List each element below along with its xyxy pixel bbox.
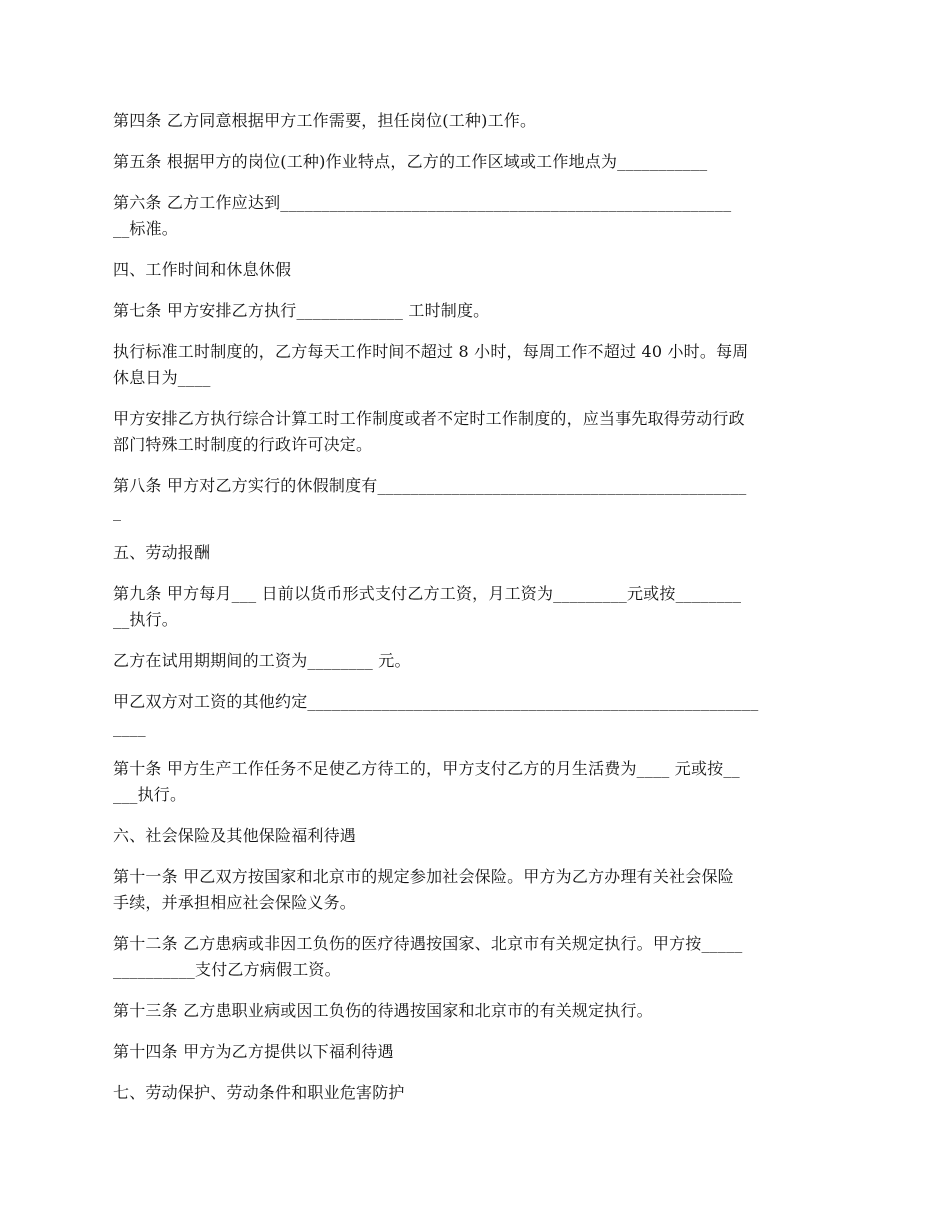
article-11: 第十一条 甲乙双方按国家和北京市的规定参加社会保险。甲方为乙方办理有关社会保险 手续，并承担相应社会保险义务。 xyxy=(113,867,734,912)
article-13: 第十三条 乙方患职业病或因工负伤的待遇按国家和北京市的有关规定执行。 xyxy=(113,1001,653,1020)
article-4: 第四条 乙方同意根据甲方工作需要，担任岗位(工种)工作。 xyxy=(113,111,537,130)
section-5-heading: 五、劳动报酬 xyxy=(113,543,211,562)
section-6-heading: 六、社会保险及其他保险福利待遇 xyxy=(113,826,357,845)
article-12: 第十二条 乙方患病或非因工负伤的医疗待遇按国家、北京市有关规定执行。甲方按_____ __________支付乙方病假工资。 xyxy=(113,934,743,979)
article-6: 第六条 乙方工作应达到_______________________________________________________ __标准。 xyxy=(113,193,732,238)
section-7-heading: 七、劳动保护、劳动条件和职业危害防护 xyxy=(113,1083,405,1102)
special-hours-paragraph: 甲方安排乙方执行综合计算工时工作制度或者不定时工作制度的，应当事先取得劳动行政 部门特殊工时制度的行政许可决定。 xyxy=(113,409,745,454)
probation-wage-paragraph: 乙方在试用期期间的工资为________ 元。 xyxy=(113,651,411,670)
document-page xyxy=(113,108,843,1121)
article-5: 第五条 根据甲方的岗位(工种)作业特点，乙方的工作区域或工作地点为___________ xyxy=(113,152,708,171)
section-4-heading: 四、工作时间和休息休假 xyxy=(113,260,292,279)
article-7: 第七条 甲方安排乙方执行_____________ 工时制度。 xyxy=(113,301,490,320)
standard-hours-paragraph: 执行标准工时制度的，乙方每天工作时间不超过 8 小时，每周工作不超过 40 小时。每周 休息日为____ xyxy=(113,342,749,387)
article-14: 第十四条 甲方为乙方提供以下福利待遇 xyxy=(113,1042,394,1061)
other-wage-agreement-paragraph: 甲乙双方对工资的其他约定_______________________________________________________ ____ xyxy=(113,692,759,737)
article-10: 第十条 甲方生产工作任务不足使乙方待工的，甲方支付乙方的月生活费为____ 元或按__ ___执行。 xyxy=(113,759,740,804)
article-8: 第八条 甲方对乙方实行的休假制度有_____________________________________________ _ xyxy=(113,476,747,521)
article-9: 第九条 甲方每月___ 日前以货币形式支付乙方工资，月工资为_________元或按________ __执行。 xyxy=(113,584,742,629)
